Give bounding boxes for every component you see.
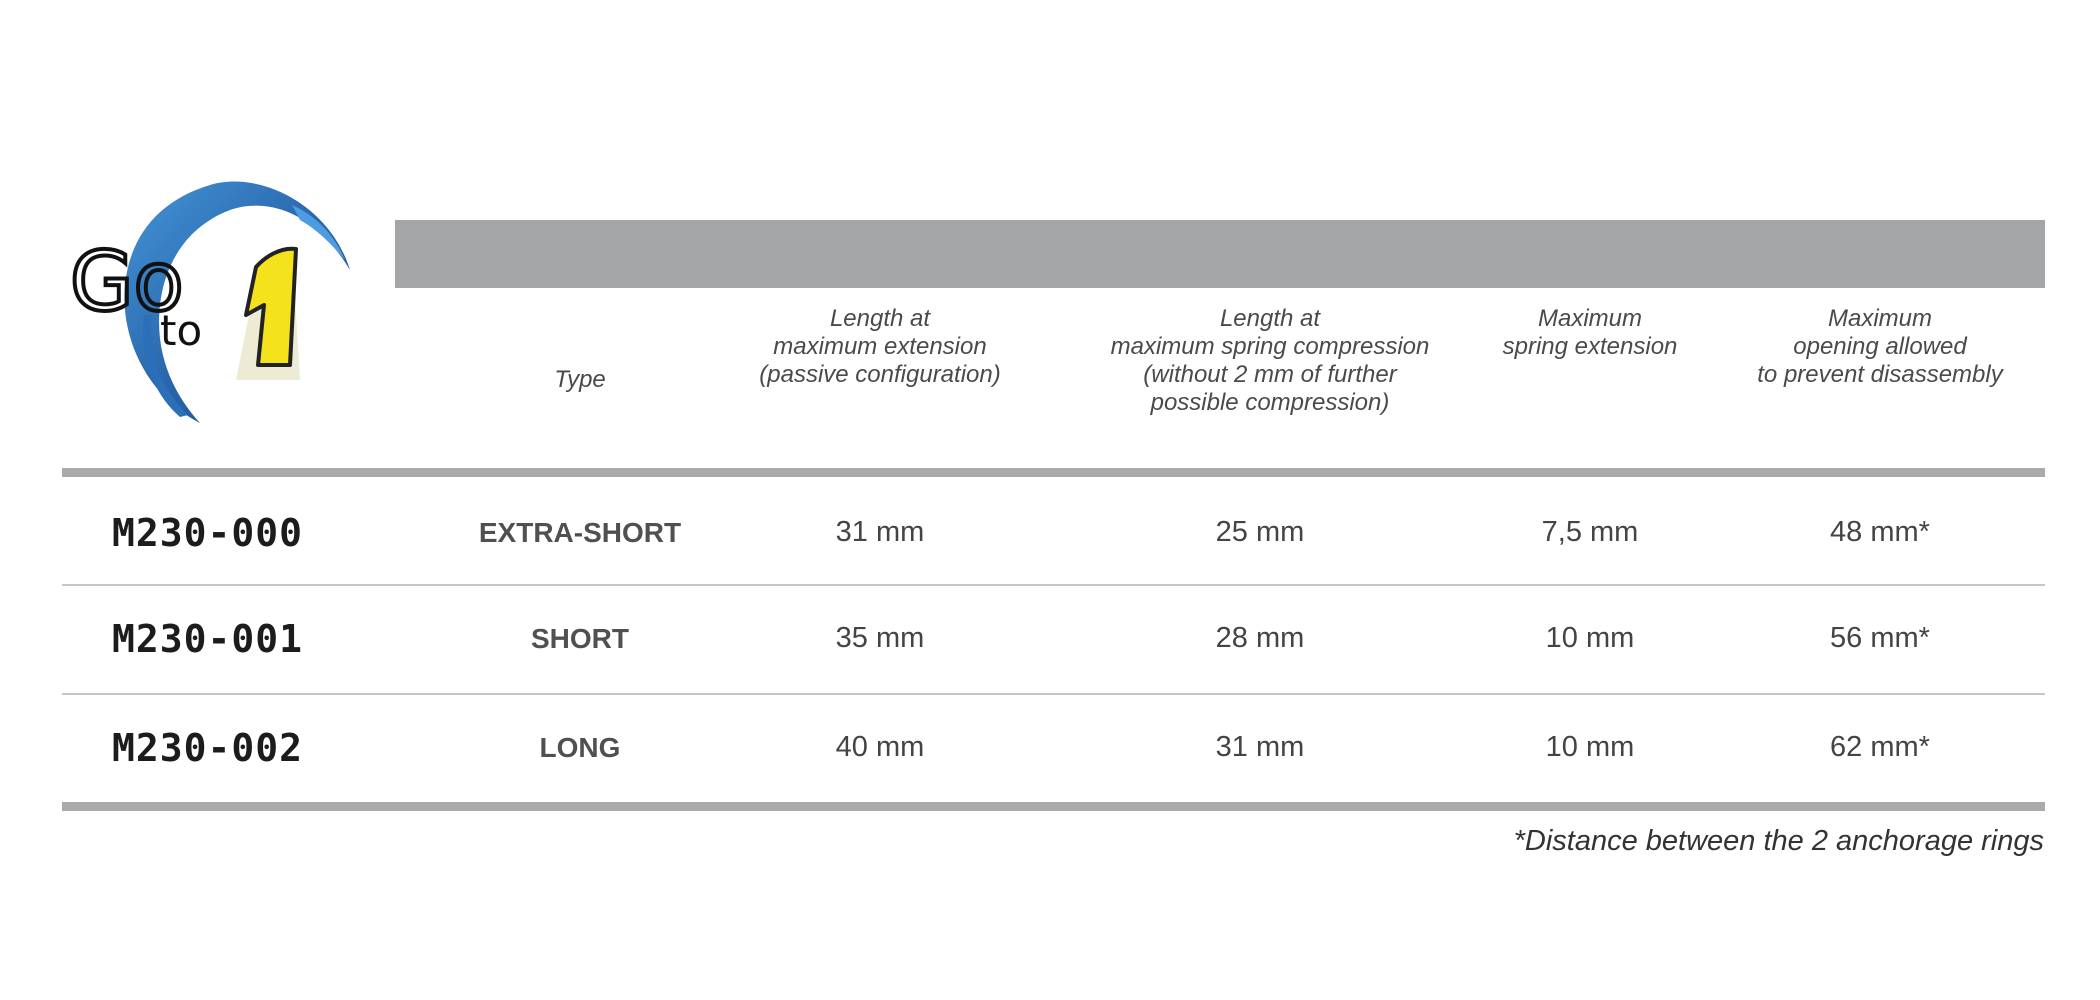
row-spring-extension: 10 mm bbox=[1545, 731, 1635, 763]
row-code: M230-000 bbox=[112, 510, 304, 555]
row-length-extension: 40 mm bbox=[835, 731, 925, 763]
header-max-opening: Maximum opening allowed to prevent disassembly bbox=[1757, 305, 2003, 388]
header-divider bbox=[62, 468, 2045, 477]
row-code: M230-001 bbox=[112, 616, 304, 661]
header-length-extension: Length at maximum extension (passive configuration) bbox=[759, 305, 1001, 388]
table-row bbox=[0, 695, 2100, 800]
row-length-extension: 31 mm bbox=[835, 516, 925, 548]
row-length-compression: 31 mm bbox=[1215, 731, 1305, 763]
row-max-opening: 62 mm* bbox=[1830, 731, 1930, 763]
table-row bbox=[0, 586, 2100, 691]
row-type: EXTRA-SHORT bbox=[478, 516, 682, 548]
row-max-opening: 48 mm* bbox=[1830, 516, 1930, 548]
logo-to-text: to bbox=[160, 306, 203, 355]
table-bottom-rule bbox=[62, 802, 2045, 811]
row-type: LONG bbox=[539, 731, 621, 763]
footnote: *Distance between the 2 anchorage rings bbox=[1513, 825, 2044, 857]
row-max-opening: 56 mm* bbox=[1830, 622, 1930, 654]
table-row bbox=[0, 480, 2100, 585]
row-length-compression: 25 mm bbox=[1215, 516, 1305, 548]
table-top-bar bbox=[395, 220, 2045, 288]
header-length-compression: Length at maximum spring compression (without 2 mm of further possible compression) bbox=[1110, 305, 1430, 416]
logo-go-text: Go bbox=[70, 235, 184, 330]
row-length-compression: 28 mm bbox=[1215, 622, 1305, 654]
row-length-extension: 35 mm bbox=[835, 622, 925, 654]
header-max-spring-extension: Maximum spring extension bbox=[1502, 305, 1678, 360]
table-header bbox=[0, 305, 2100, 455]
header-type: Type bbox=[554, 366, 606, 393]
row-spring-extension: 10 mm bbox=[1545, 622, 1635, 654]
row-code: M230-002 bbox=[112, 725, 304, 770]
row-spring-extension: 7,5 mm bbox=[1541, 516, 1639, 548]
row-type: SHORT bbox=[531, 622, 629, 654]
